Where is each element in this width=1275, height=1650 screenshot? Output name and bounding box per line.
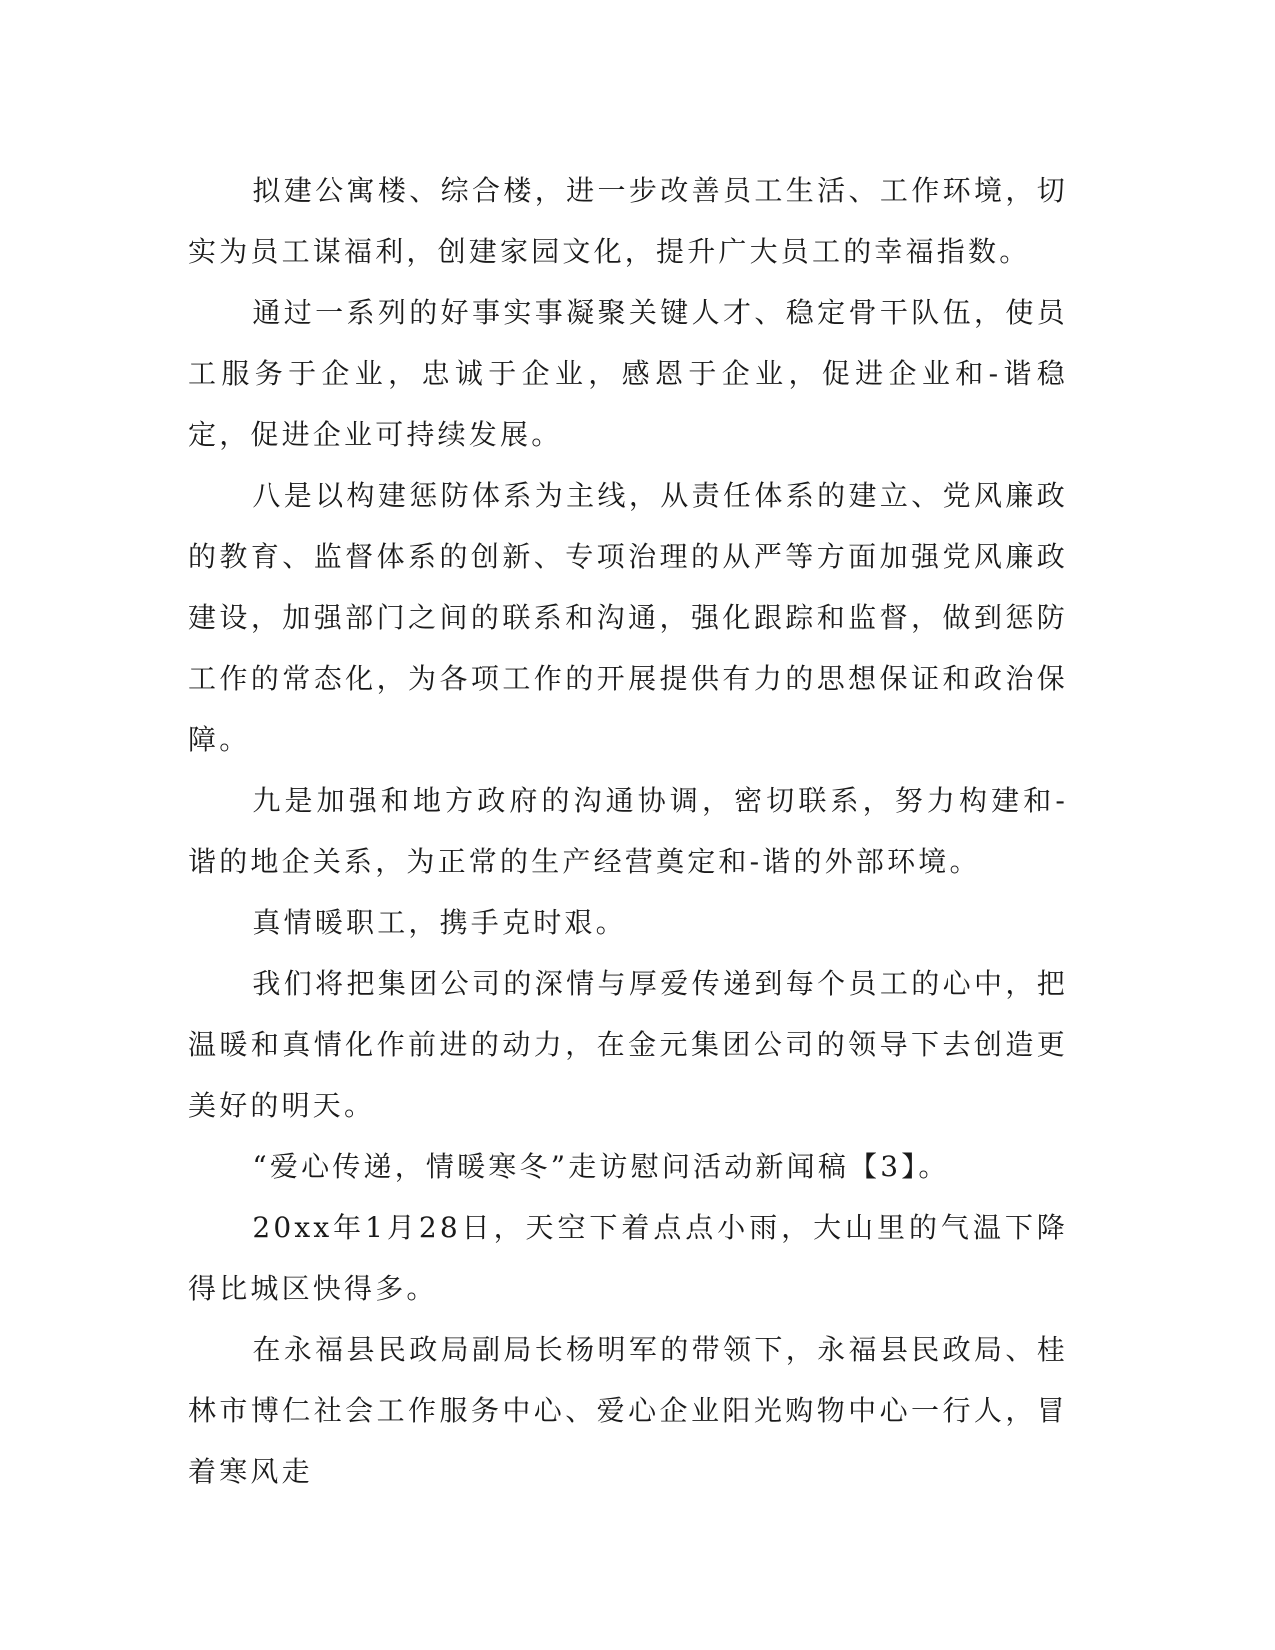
paragraph-3: 八是以构建惩防体系为主线，从责任体系的建立、党风廉政的教育、监督体系的创新、专项治理的从严等方面加强党风廉政建设，加强部门之间的联系和沟通，强化跟踪和监督，做到惩防工作的常态化，为各项工作的开展提供有力的思想保证和政治保障。 bbox=[188, 479, 1068, 756]
paragraph-9: 在永福县民政局副局长杨明军的带领下，永福县民政局、桂林市博仁社会工作服务中心、爱心企业阳光购物中心一行人，冒着寒风走 bbox=[188, 1333, 1068, 1488]
paragraph-7: “爱心传递，情暖寒冬”走访慰问活动新闻稿【3】。 bbox=[252, 1150, 950, 1183]
document-body bbox=[188, 160, 1068, 1502]
paragraph-5: 真情暖职工，携手克时艰。 bbox=[252, 906, 627, 939]
paragraph-6: 我们将把集团公司的深情与厚爱传递到每个员工的心中，把温暖和真情化作前进的动力，在金元集团公司的领导下去创造更美好的明天。 bbox=[188, 967, 1068, 1122]
paragraph-1: 拟建公寓楼、综合楼，进一步改善员工生活、工作环境，切实为员工谋福利，创建家园文化，提升广大员工的幸福指数。 bbox=[188, 174, 1068, 268]
paragraph-8: 20xx年1月28日，天空下着点点小雨，大山里的气温下降得比城区快得多。 bbox=[188, 1211, 1068, 1305]
paragraph-4: 九是加强和地方政府的沟通协调，密切联系，努力构建和-谐的地企关系，为正常的生产经营奠定和-谐的外部环境。 bbox=[188, 784, 1068, 878]
paragraph-2: 通过一系列的好事实事凝聚关键人才、稳定骨干队伍，使员工服务于企业，忠诚于企业，感恩于企业，促进企业和-谐稳定，促进企业可持续发展。 bbox=[188, 296, 1068, 451]
